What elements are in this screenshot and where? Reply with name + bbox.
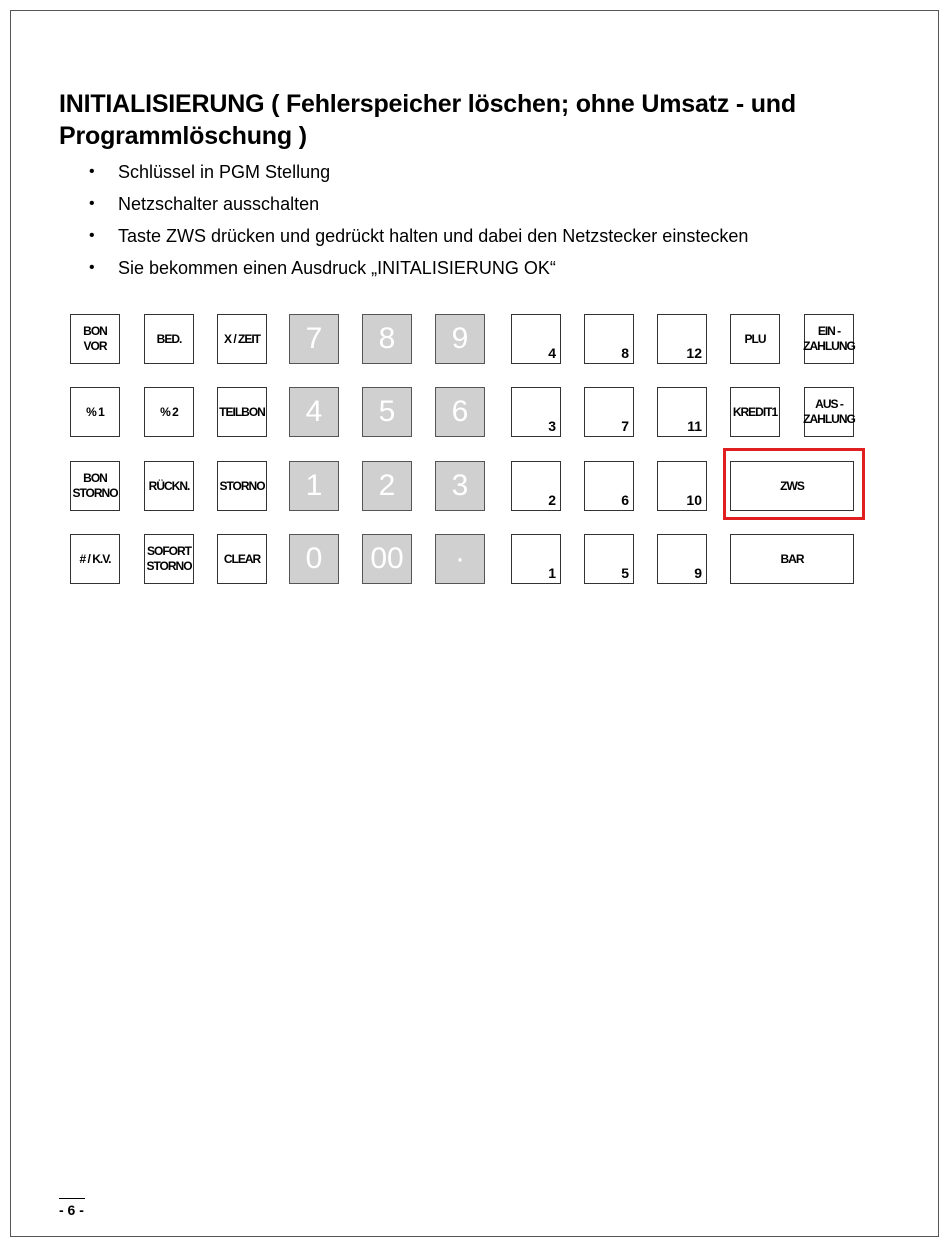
key-number-2: 2 bbox=[362, 461, 412, 511]
key-x-zeit: X / ZEIT bbox=[217, 314, 267, 364]
step-text: Netzschalter ausschalten bbox=[118, 194, 320, 214]
key-zws: ZWS bbox=[730, 461, 854, 511]
key-kredit1: KREDIT1 bbox=[730, 387, 780, 437]
key-plu-4: 4 bbox=[511, 314, 561, 364]
page-title: INITIALISIERUNG ( Fehlerspeicher löschen; ohne Umsatz - und Programmlöschung ) bbox=[59, 90, 796, 150]
key-number-1: 1 bbox=[289, 461, 339, 511]
key-plu-2: 2 bbox=[511, 461, 561, 511]
key-plu-6: 6 bbox=[584, 461, 634, 511]
key-bon-storno: BON STORNO bbox=[70, 461, 120, 511]
bullet-icon: • bbox=[89, 195, 95, 212]
key-bed: BED. bbox=[144, 314, 194, 364]
key-percent-1: % 1 bbox=[70, 387, 120, 437]
key-number-6: 6 bbox=[435, 387, 485, 437]
footer-rule bbox=[59, 1198, 85, 1199]
key-ein-zahlung: EIN - ZAHLUNG bbox=[804, 314, 854, 364]
key-number-7: 7 bbox=[289, 314, 339, 364]
key-storno: STORNO bbox=[217, 461, 267, 511]
key-plu-1: 1 bbox=[511, 534, 561, 584]
key-plu-9: 9 bbox=[657, 534, 707, 584]
key-number-9: 9 bbox=[435, 314, 485, 364]
key-plu-12: 12 bbox=[657, 314, 707, 364]
key-plu-3: 3 bbox=[511, 387, 561, 437]
key-plu-7: 7 bbox=[584, 387, 634, 437]
key-number-0: 0 bbox=[289, 534, 339, 584]
key-clear: CLEAR bbox=[217, 534, 267, 584]
step-text: Taste ZWS drücken und gedrückt halten und dabei den Netzstecker einstecken bbox=[118, 226, 749, 246]
key-percent-2: % 2 bbox=[144, 387, 194, 437]
key-bar: BAR bbox=[730, 534, 854, 584]
zws-highlight-box bbox=[723, 448, 865, 520]
key-plu-8: 8 bbox=[584, 314, 634, 364]
key-number-8: 8 bbox=[362, 314, 412, 364]
key-number-5: 5 bbox=[362, 387, 412, 437]
key-plu-11: 11 bbox=[657, 387, 707, 437]
key-bon-vor: BON VOR bbox=[70, 314, 120, 364]
key-number-00: 00 bbox=[362, 534, 412, 584]
bullet-icon: • bbox=[89, 227, 95, 244]
key-sofort-storno: SOFORT STORNO bbox=[144, 534, 194, 584]
key-plu-10: 10 bbox=[657, 461, 707, 511]
key-plu: PLU bbox=[730, 314, 780, 364]
key-number-3: 3 bbox=[435, 461, 485, 511]
step-text: Schlüssel in PGM Stellung bbox=[118, 162, 331, 182]
bullet-icon: • bbox=[89, 259, 95, 276]
keyboard-layout bbox=[0, 0, 950, 600]
key-number-4: 4 bbox=[289, 387, 339, 437]
bullet-icon: • bbox=[89, 163, 95, 180]
key-kv: # / K.V. bbox=[70, 534, 120, 584]
key-teilbon: TEILBON bbox=[217, 387, 267, 437]
page-number: - 6 - bbox=[59, 1202, 84, 1218]
key-rueckn: RÜCKN. bbox=[144, 461, 194, 511]
key-aus-zahlung: AUS - ZAHLUNG bbox=[804, 387, 854, 437]
key-plu-5: 5 bbox=[584, 534, 634, 584]
step-text: Sie bekommen einen Ausdruck „INITALISIERUNG OK“ bbox=[118, 258, 556, 278]
key-decimal-point: · bbox=[435, 534, 485, 584]
